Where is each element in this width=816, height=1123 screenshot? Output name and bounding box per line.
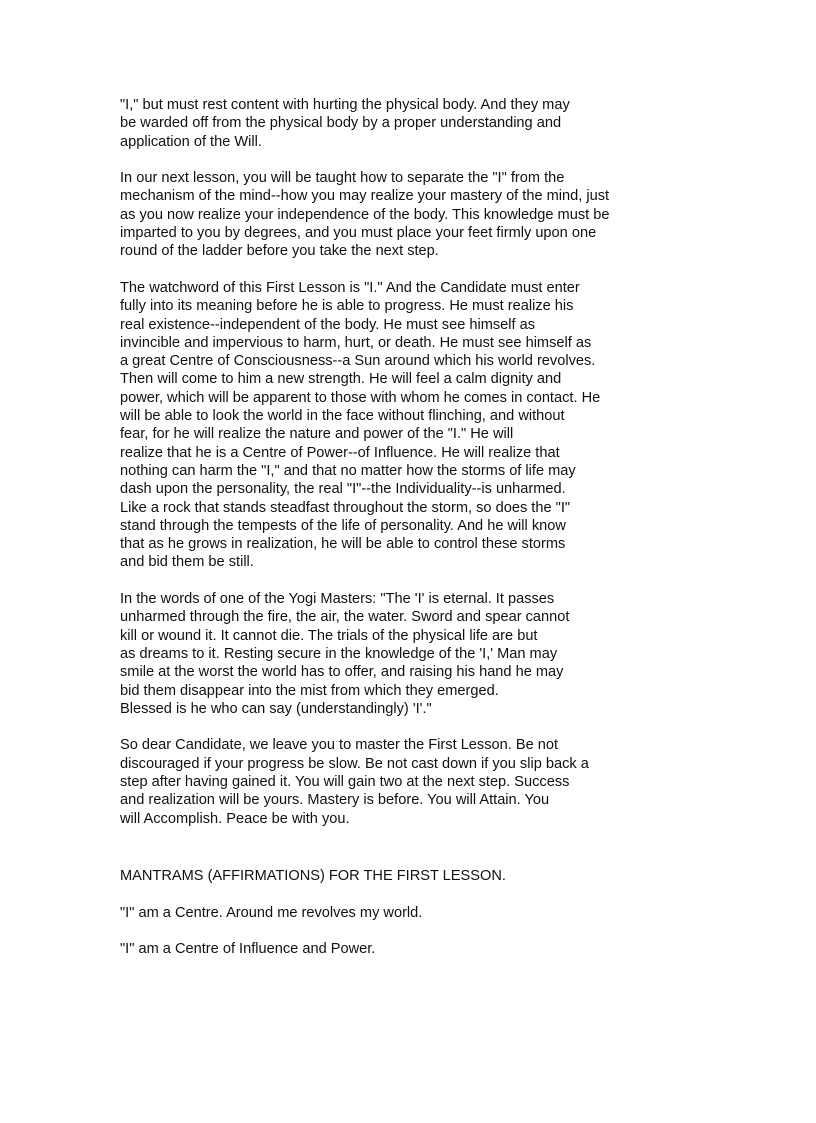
text-line: and realization will be yours. Mastery is before. You will Attain. You (120, 792, 550, 809)
text-line: unharmed through the fire, the air, the water. Sword and spear cannot (120, 609, 570, 626)
body-text (120, 96, 680, 977)
text-line: and bid them be still. (120, 554, 254, 571)
text-line: a great Centre of Consciousness--a Sun around which his world revolves. (120, 353, 596, 370)
text-line: The watchword of this First Lesson is "I." And the Candidate must enter (120, 279, 580, 296)
text-line: Like a rock that stands steadfast throughout the storm, so does the "I" (120, 499, 571, 516)
text-line: dash upon the personality, the real "I"--the Individuality--is unharmed. (120, 481, 566, 498)
text-line: stand through the tempests of the life of personality. And he will know (120, 517, 566, 534)
section-heading: MANTRAMS (AFFIRMATIONS) FOR THE FIRST LESSON. (120, 868, 506, 885)
text-line: round of the ladder before you take the next step. (120, 243, 439, 260)
text-line: bid them disappear into the mist from which they emerged. (120, 682, 499, 699)
text-line: "I," but must rest content with hurting the physical body. And they may (120, 97, 570, 113)
text-line: fully into its meaning before he is able to progress. He must realize his (120, 298, 574, 315)
text-line: discouraged if your progress be slow. Be not cast down if you slip back a (120, 755, 589, 772)
text-line: Blessed is he who can say (understandingly) 'I'." (120, 700, 432, 717)
affirmation-text: "I" am a Centre. Around me revolves my world. (120, 904, 423, 921)
text-line: real existence--independent of the body. He must see himself as (120, 316, 536, 333)
text-line: will Accomplish. Peace be with you. (120, 810, 350, 827)
text-line: nothing can harm the "I," and that no matter how the storms of life may (120, 462, 576, 479)
text-line: step after having gained it. You will gain two at the next step. Success (120, 773, 570, 790)
text-line: application of the Will. (120, 133, 262, 150)
text-line: will be able to look the world in the face without flinching, and without (120, 408, 565, 425)
mantram-item (120, 904, 680, 922)
paragraph-will (120, 96, 680, 151)
text-line: kill or wound it. It cannot die. The trials of the physical life are but (120, 627, 538, 644)
text-line: invincible and impervious to harm, hurt, or death. He must see himself as (120, 334, 592, 351)
text-line: realize that he is a Centre of Power--of Influence. He will realize that (120, 444, 560, 461)
text-line: In the words of one of the Yogi Masters: "The 'I' is eternal. It passes (120, 591, 555, 608)
text-line: as dreams to it. Resting secure in the knowledge of the 'I,' Man may (120, 645, 558, 662)
affirmation-text: "I" am a Centre of Influence and Power. (120, 941, 376, 958)
paragraph-watchword (120, 279, 680, 572)
text-line: power, which will be apparent to those with whom he comes in contact. He (120, 389, 601, 406)
text-line: Then will come to him a new strength. He will feel a calm dignity and (120, 371, 562, 388)
paragraph-closing (120, 736, 680, 827)
text-line: smile at the worst the world has to offer, and raising his hand he may (120, 664, 564, 681)
spacer (120, 846, 680, 867)
text-line: as you now realize your independence of the body. This knowledge must be (120, 206, 610, 223)
text-line: imparted to you by degrees, and you must place your feet firmly upon one (120, 225, 597, 242)
text-line: So dear Candidate, we leave you to master the First Lesson. Be not (120, 737, 559, 754)
paragraph-yogi-masters (120, 590, 680, 718)
text-line: that as he grows in realization, he will be able to control these storms (120, 536, 566, 553)
text-line: In our next lesson, you will be taught how to separate the "I" from the (120, 170, 565, 187)
text-line: be warded off from the physical body by a proper understanding and (120, 115, 562, 132)
paragraph-next-lesson (120, 169, 680, 260)
mantrams-heading (120, 867, 680, 885)
mantram-item (120, 940, 680, 958)
text-line: mechanism of the mind--how you may realize your mastery of the mind, just (120, 188, 610, 205)
text-line: fear, for he will realize the nature and power of the "I." He will (120, 426, 514, 443)
